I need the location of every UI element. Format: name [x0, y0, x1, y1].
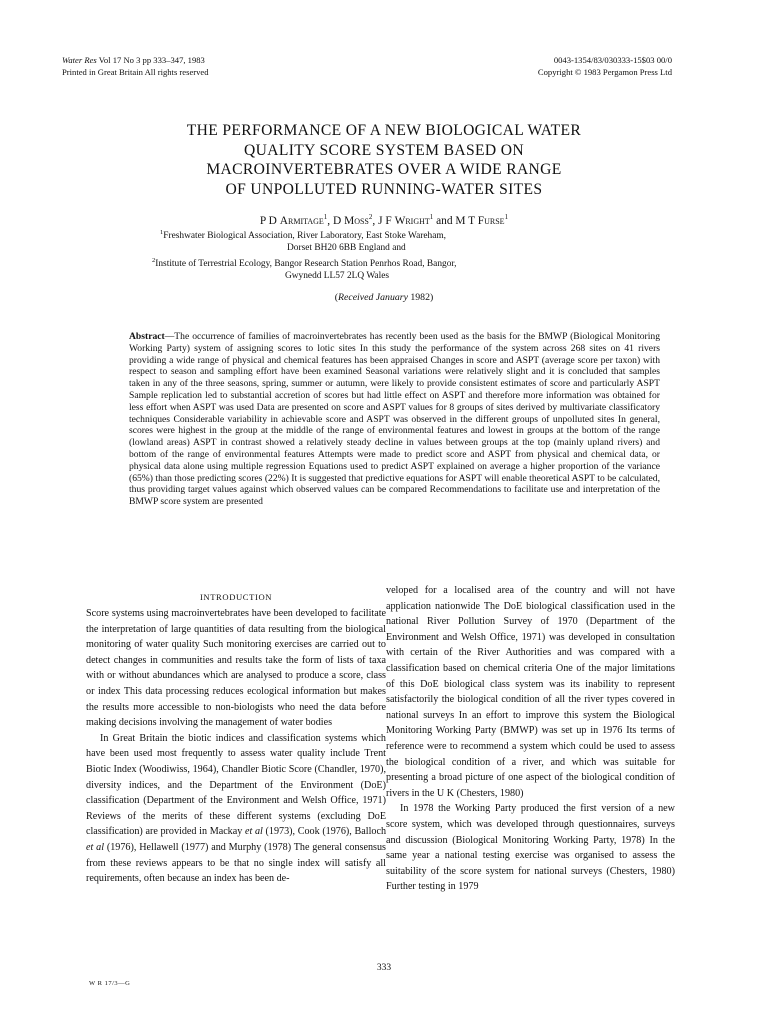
left-column [86, 589, 386, 887]
journal-name: Water Res [62, 55, 97, 65]
issn-code: 0043-1354/83/030333-15$03 00/0 [553, 55, 672, 65]
section-heading: INTRODUCTION [199, 592, 273, 602]
printed-notice: Printed in Great Britain All rights reserved [62, 66, 209, 77]
abstract-label: Abstract [129, 331, 165, 342]
volume-info: Vol 17 No 3 pp 333–347, 1983 [98, 55, 205, 65]
title-line: OF UNPOLLUTED RUNNING-WATER SITES [225, 180, 543, 198]
paper-title [80, 121, 688, 199]
paragraph: veloped for a localised area of the country and will not have application nationwide The DoE biological classification used in the national River Pollution Survey of 1970 (Department of the Environment and Welsh Office, 1971) was developed in consultation with certain of the River Authorities and was compared with a classification based on chemical criteria One of the major limitations of this DoE biological class system was its inability to represent satisfactorily the biological condition of all the river types covered in national surveys In an effort to improve this system the Biological Monitoring Working Party (BMWP) was set up in 1976 Its terms of reference were to recommend a system which could be used to assess the biological condition of a river, and which was suitable for presenting a broad picture of one aspect of the biological condition of rivers in the U K (Chesters, 1980) [386, 585, 675, 799]
abstract-text: —The occurrence of families of macroinvertebrates has recently been used as the basis for the BMWP (Biological Monitoring Working Party) system of assigning scores to lotic sites In this study the performance of the system across 268 sites on 41 rivers providing a wide range of physical and chemical features has been appraised Changes in score and ASPT (average score per taxon) with respect to season and sampling effort have been examined Seasonal variations were relatively slight and it is concluded that samples taken in any of the three seasons, spring, summer or autumn, were likely to provide consistent estimates of score and particularly ASPT Sample replication led to substantial accretion of scores but had little effect on ASPT and therefore more information was obtained for less effort when ASPT was used Data are presented on score and ASPT values for 8 groups of sites derived by multivariate classificatory techniques Considerable variability in achievable score and ASPT was observed in the different groups of unpolluted sites In general, scores were highest in the group at the middle of the range of environmental features and lowest in groups at the bottom of the range (lowland areas) ASPT in contrast showed a relatively steady decline in values between groups at the top (mainly upland rivers) and bottom of the range of environmental features Attempts were made to predict score and ASPT from physical and chemical data, or physical data alone using multiple regression Equations used to predict ASPT explained on average a higher proportion of the variance (65%) than those predicting scores (22%) It is suggested that predictive equations for ASPT will enable theoretical ASPT to be calculated, thus providing target values against which observed values can be compared Recommendations to facilitate use and interpretation of the BMWP score system are presented [129, 331, 660, 508]
page-number: 333 [376, 963, 392, 973]
author-list: P D Armitage$^1$, D Moss$^2$, J F Wright$^1$ and M T Furse$^1$ [259, 213, 509, 227]
abstract [129, 331, 660, 508]
journal-citation [62, 55, 209, 78]
copyright-block [538, 55, 672, 78]
author-surname: Moss [344, 214, 369, 227]
journal-volume-line [62, 55, 209, 67]
paragraph: In Great Britain the biotic indices and classification systems which have been used most frequently to assess water quality include Trent Biotic Index (Woodiwiss, 1964), Chandler Biotic Score (Chandler, 1970), diversity indices, and the Department of the Environment (DoE) classification (Department of the Environment and Welsh Office, 1971) Reviews of the merits of these different systems (excluding DoE classification) are provided in Mackay et al (1973), Cook (1976), Balloch et al (1976), Hellawell (1977) and Murphy (1978) The general consensus from these reviews appears to be that no single index will satisfy all requirements, often because an index has been de- [86, 732, 387, 885]
affiliation-line: $^1$Freshwater Biological Association, River Laboratory, East Stoke Wareham, [160, 229, 447, 242]
affiliation-line: Dorset BH20 6BB England and [287, 243, 406, 254]
affiliation-line: $^2$Institute of Terrestrial Ecology, Bangor Research Station Penrhos Road, Bangor, [152, 256, 457, 269]
author-surname: Furse [477, 214, 505, 227]
received-date: (Received January 1982) [334, 292, 434, 303]
copyright-notice: Copyright © 1983 Pergamon Press Ltd [537, 66, 672, 77]
footer-code: W R 17/3—G [89, 980, 131, 987]
affiliations [152, 227, 620, 282]
author-surname: Wright [394, 214, 430, 227]
paragraph: In 1978 the Working Party produced the first version of a new score system, which was developed through questionnaires, surveys and discussion (Biological Monitoring Working Party, 1978) In the same year a national testing exercise was organised to assess the suitability of the score system for national surveys (Chesters, 1980) Further testing in 1979 [386, 803, 675, 893]
author-surname: Armitage [279, 214, 324, 227]
paragraph: Score systems using macroinvertebrates have been developed to facilitate the interpretation of large quantities of data resulting from the biological monitoring of water quality Such monitoring exercises are carried out to detect changes in communities and results take the form of lists of taxa with or without abundances which are analysed to produce a score, class or index This data processing reduces ecological information but makes the results more accessible to non-biologists who need the data before making decisions involving the management of water bodies [86, 608, 386, 729]
title-line: MACROINVERTEBRATES OVER A WIDE RANGE [206, 161, 562, 178]
right-column [386, 583, 675, 895]
affiliation-line: Gwynedd LL57 2LQ Wales [285, 270, 389, 281]
title-line: QUALITY SCORE SYSTEM BASED ON [244, 141, 524, 159]
title-line: THE PERFORMANCE OF A NEW BIOLOGICAL WATER [186, 122, 582, 139]
